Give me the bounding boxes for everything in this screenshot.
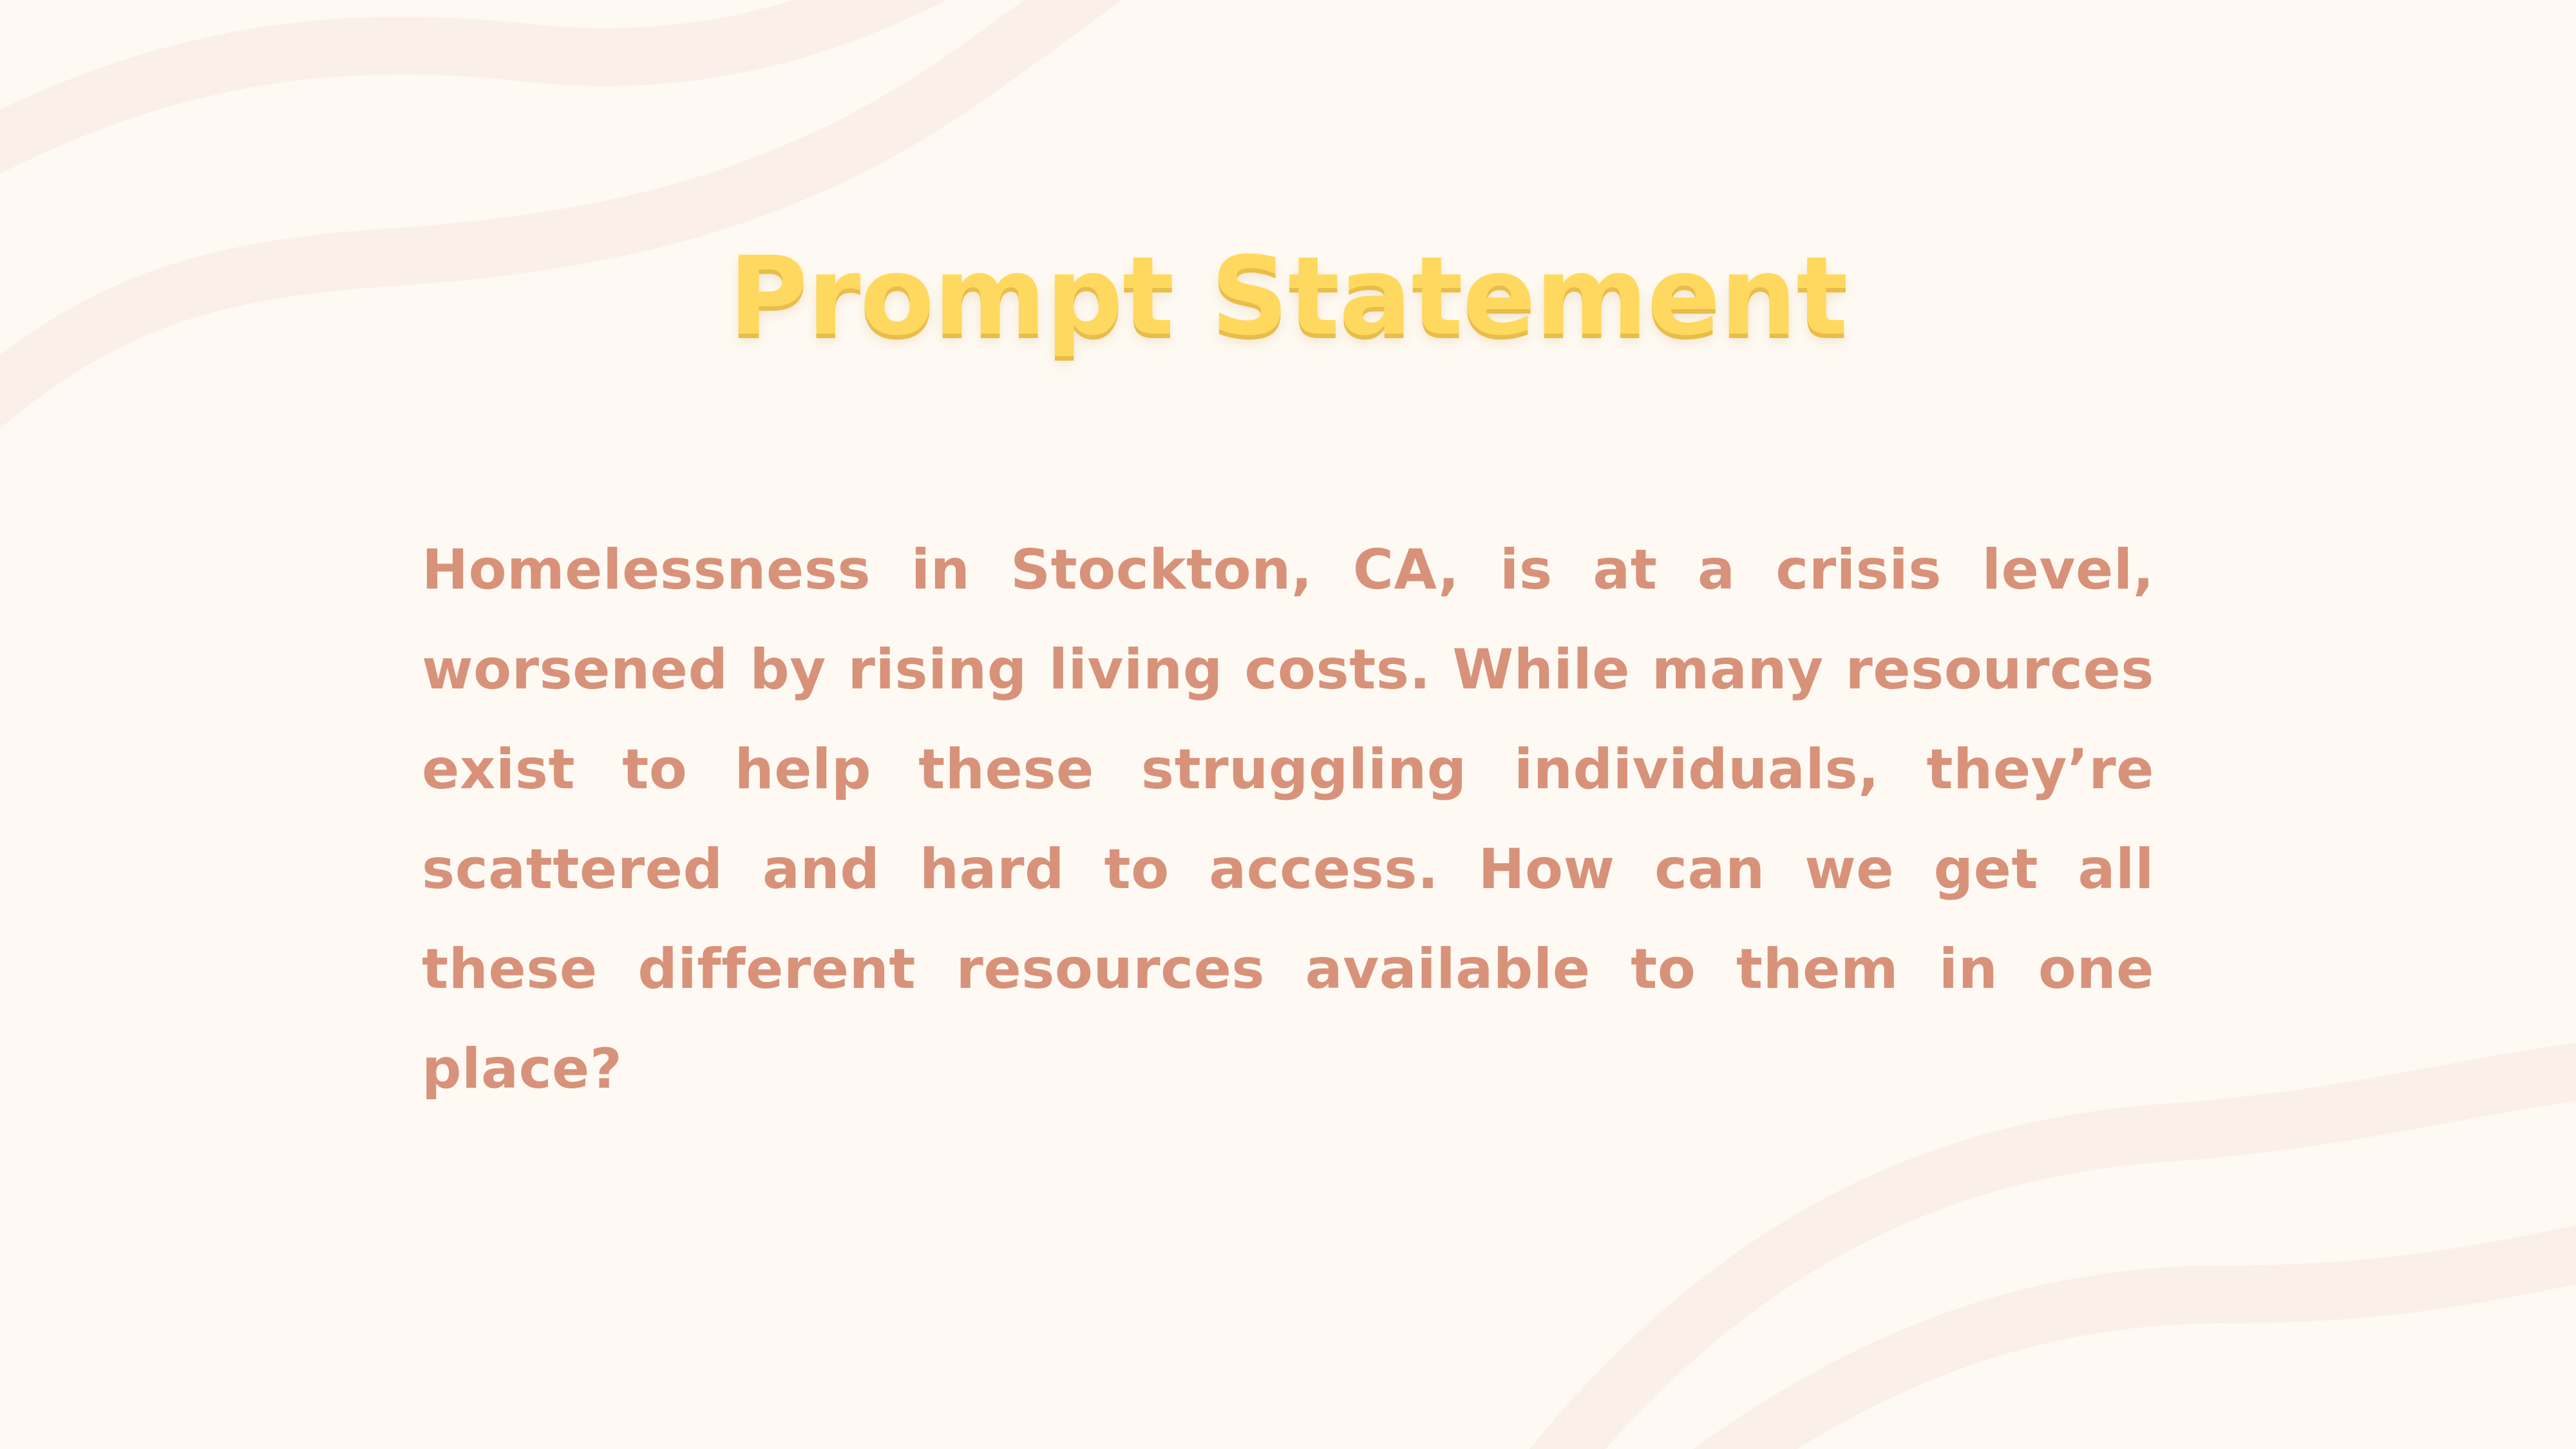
bottom-right-wave-1: [1546, 1069, 2576, 1449]
top-left-wave-1: [0, 0, 934, 155]
prompt-statement-text: Homelessness in Stockton, CA, is at a crisis level, worsened by rising living costs. While many resources exist to help these struggling individuals, they’re scattered and hard to access. How can we get all these different resources available to them in one place?: [422, 538, 2154, 1101]
bottom-right-wave-2: [1707, 1249, 2576, 1449]
slide-title: Prompt Statement: [728, 233, 1848, 359]
